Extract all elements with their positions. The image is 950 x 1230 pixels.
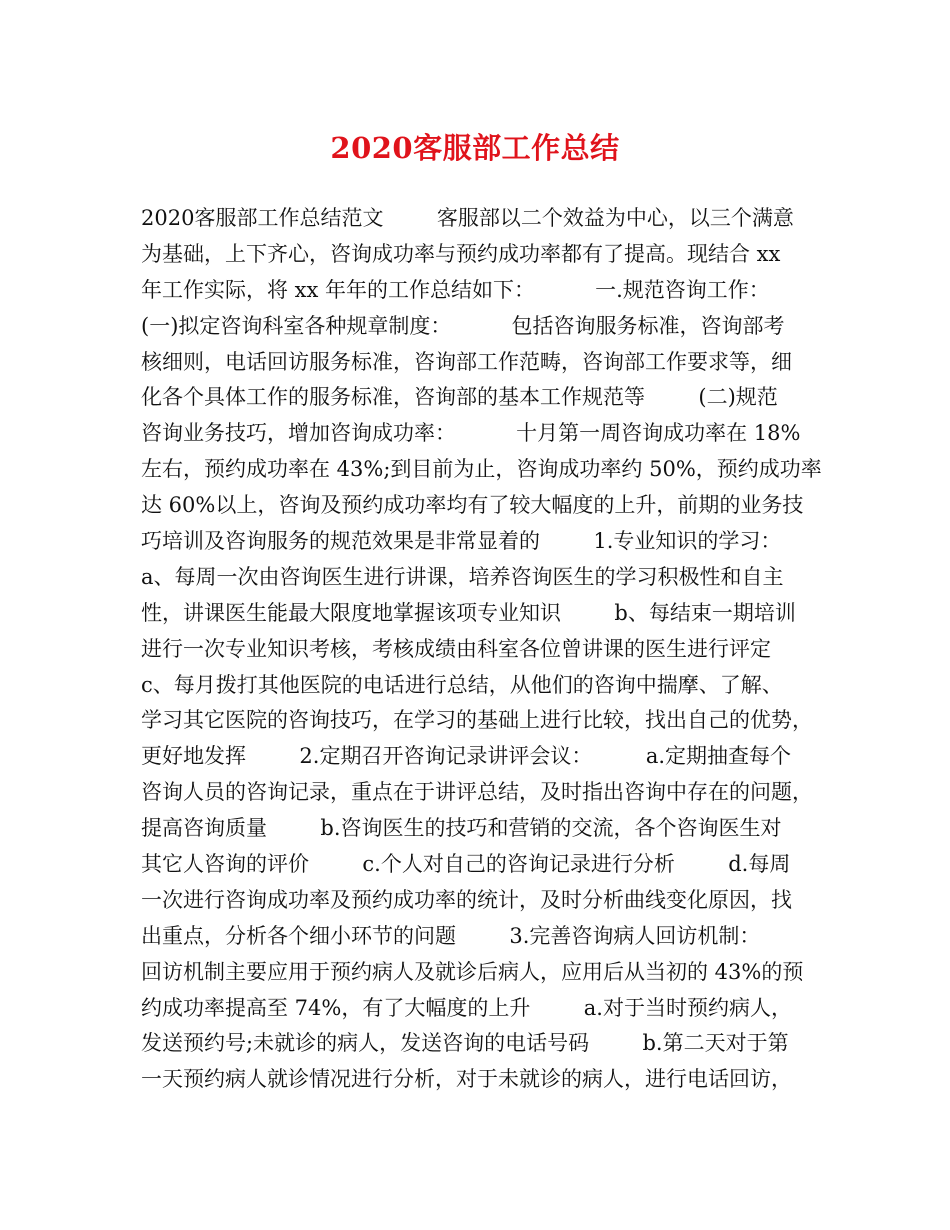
body-line: 核细则，电话回访服务标准，咨询部工作范畴，咨询部工作要求等，细 bbox=[141, 349, 792, 374]
body-line: 提高咨询质量 b.咨询医生的技巧和营销的交流，各个咨询医生对 bbox=[141, 816, 782, 841]
body-line: 进行一次专业知识考核，考核成绩由科室各位曾讲课的医生进行评定 bbox=[141, 636, 771, 661]
body-line: (一)拟定咨询科室各种规章制度： 包括咨询服务标准，咨询部考 bbox=[141, 313, 785, 338]
body-line: 化各个具体工作的服务标准，咨询部的基本工作规范等 (二)规范 bbox=[141, 385, 778, 410]
body-line: 咨询人员的咨询记录，重点在于讲评总结，及时指出咨询中存在的问题， bbox=[141, 780, 813, 805]
body-line: 一次进行咨询成功率及预约成功率的统计，及时分析曲线变化原因，找 bbox=[141, 887, 792, 912]
body-line: a、每周一次由咨询医生进行讲课，培养咨询医生的学习积极性和自主 bbox=[141, 564, 784, 589]
body-line: 达 60%以上，咨询及预约成功率均有了较大幅度的上升，前期的业务技 bbox=[141, 493, 804, 518]
body-line: 更好地发挥 2.定期召开咨询记录讲评会议： a.定期抽查每个 bbox=[141, 744, 792, 769]
body-line: c、每月拨打其他医院的电话进行总结，从他们的咨询中揣摩、了解、 bbox=[141, 672, 783, 697]
body-line: 其它人咨询的评价 c.个人对自己的咨询记录进行分析 d.每周 bbox=[141, 852, 791, 877]
body-line: 发送预约号;未就诊的病人，发送咨询的电话号码 b.第二天对于第 bbox=[141, 1031, 789, 1056]
body-line: 出重点，分析各个细小环节的问题 3.完善咨询病人回访机制： bbox=[141, 923, 761, 948]
document-body bbox=[141, 201, 821, 1098]
document-title: 2020客服部工作总结 bbox=[330, 131, 620, 165]
body-line: 咨询业务技巧，增加咨询成功率： 十月第一周咨询成功率在 18% bbox=[141, 421, 801, 446]
body-line: 2020客服部工作总结范文 客服部以二个效益为中心，以三个满意 bbox=[141, 206, 794, 230]
body-line: 年工作实际，将 xx 年年的工作总结如下： 一.规范咨询工作： bbox=[141, 277, 770, 302]
body-line: 学习其它医院的咨询技巧，在学习的基础上进行比较，找出自己的优势， bbox=[141, 708, 813, 733]
body-line: 左右，预约成功率在 43%;到目前为止，咨询成功率约 50%，预约成功率 bbox=[141, 457, 822, 482]
body-line: 约成功率提高至 74%，有了大幅度的上升 a.对于当时预约病人， bbox=[141, 995, 792, 1020]
body-line: 回访机制主要应用于预约病人及就诊后病人，应用后从当初的 43%的预 bbox=[141, 959, 804, 984]
body-line: 为基础，上下齐心，咨询成功率与预约成功率都有了提高。现结合 xx bbox=[141, 241, 781, 266]
body-line: 性，讲课医生能最大限度地掌握该项专业知识 b、每结束一期培训 bbox=[141, 600, 796, 625]
body-line: 巧培训及咨询服务的规范效果是非常显着的 1.专业知识的学习： bbox=[141, 529, 782, 554]
body-line: 一天预约病人就诊情况进行分析，对于未就诊的病人，进行电话回访， bbox=[141, 1067, 792, 1092]
